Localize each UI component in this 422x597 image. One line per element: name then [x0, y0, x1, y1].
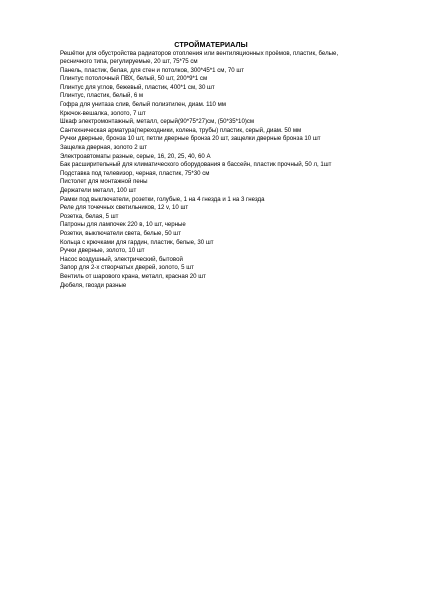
list-item: Ручки дверные, бронза 10 шт, петли дверные бронза 20 шт, защелки дверные бронза 10 шт [60, 135, 321, 143]
list-item: Реле для точечных светильников, 12 v, 10 шт [60, 204, 189, 212]
list-item: Плинтус потолочный ПВХ, белый, 50 шт, 200*9*1 см [60, 75, 208, 83]
list-item: Плинтус, пластик, белый, 6 м [60, 92, 144, 100]
list-item: Решётки для обустройства радиаторов отопления или вентиляционных проёмов, пластик, белые, ресничного типа, регулируемые, 20 шт, 75*75 см [60, 49, 339, 66]
list-item: Патроны для лампочек 220 в, 10 шт, черные [60, 221, 186, 229]
list-item: Шкаф электромонтажный, металл, серый(90*75*27)см, (50*35*10)см [60, 118, 255, 126]
list-item: Кольца с крючками для гардин, пластик, белые, 30 шт [60, 238, 214, 246]
list-item: Крючок-вешалка, золото, 7 шт [60, 109, 146, 117]
list-item: Рамки под выключатели, розетки, голубые, 1 на 4 гнезда и 1 на 3 гнезда [60, 195, 265, 203]
list-item: Сантехническая арматура(переходники, колена, трубы) пластик, серый, диам. 50 мм [60, 126, 302, 134]
list-item: Защелка дверная, золото 2 шт [60, 144, 148, 152]
list-item: Запор для 2-х створчатых дверей, золото, 5 шт [60, 264, 194, 272]
list-item: Дюбеля, гвозди разные [60, 281, 127, 289]
list-item: Гофра для унитаза слив, белый полиэтилен, диам. 110 мм [60, 101, 226, 109]
document-title: СТРОЙМАТЕРИАЛЫ [174, 40, 248, 49]
list-item: Держатели металл, 100 шт [60, 187, 137, 194]
list-item: Пистолет для монтажной пены [60, 178, 148, 186]
list-item: Панель, пластик, белая, для стен и потолков, 300*45*1 см, 70 шт [60, 66, 245, 74]
list-item: Насос воздушный, электрический, бытовой [60, 255, 183, 263]
list-item: Розетка, белая, 5 шт [60, 212, 119, 220]
list-item: Подставка под телевизор, черная, пластик, 75*30 см [60, 169, 210, 177]
list-item: Электроавтоматы разные, серые, 16, 20, 25, 40, 60 А [60, 152, 211, 160]
materials-list [60, 50, 360, 291]
list-item: Вентиль от шарового крана, металл, красная 20 шт [60, 272, 206, 280]
list-item: Ручки дверные, золото, 10 шт [60, 247, 145, 255]
list-item: Плинтус для углов, бежевый, пластик, 400*1 см, 30 шт [60, 83, 215, 91]
list-item: Бак расширительный для климатического оборудования в бассейн, пластик прочный, 50 л, 1шт [60, 161, 332, 169]
list-item: Розетки, выключатели света, белые, 50 шт [60, 229, 181, 237]
